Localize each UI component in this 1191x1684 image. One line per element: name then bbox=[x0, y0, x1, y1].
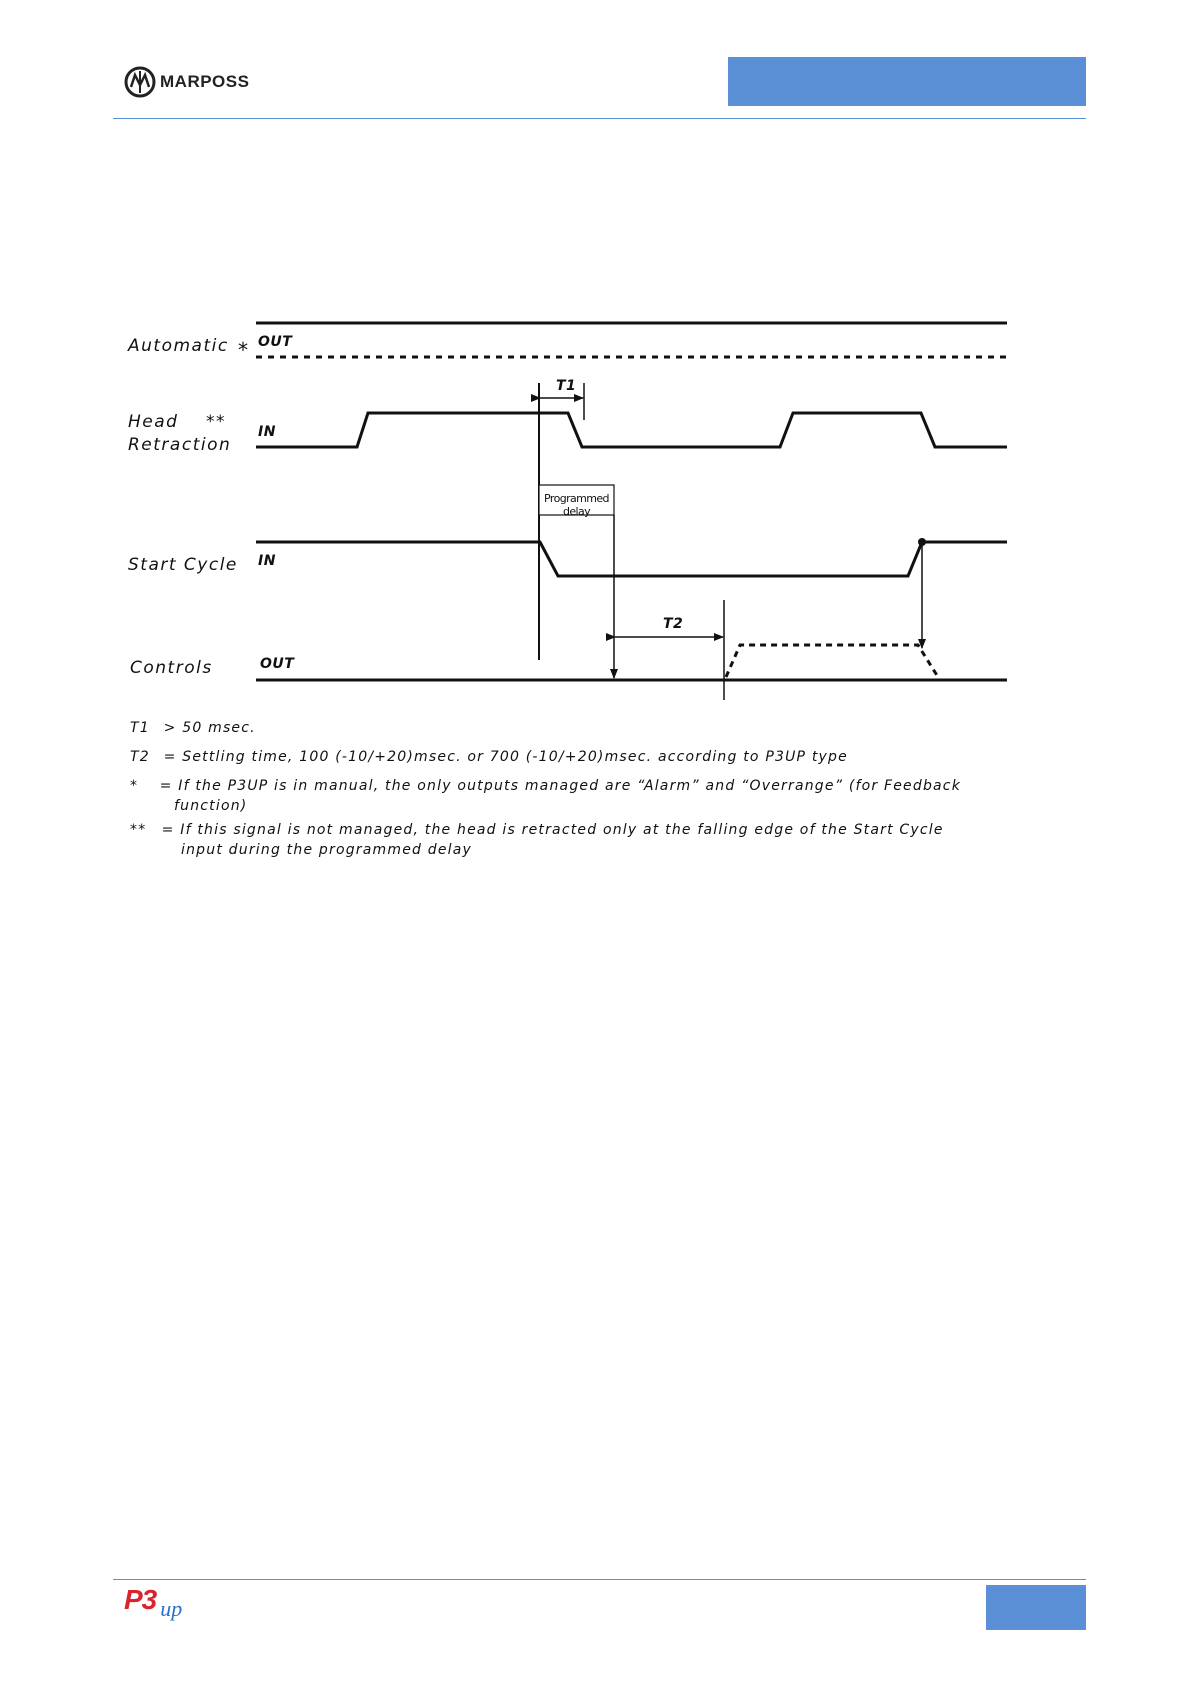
note-double-star-line2: input during the programmed delay bbox=[181, 842, 473, 858]
note-t2 bbox=[130, 747, 848, 767]
p3up-logo-sub: up bbox=[160, 1596, 183, 1621]
note-star-line1: = If the P3UP is in manual, the only outputs managed are “Alarm” and “Overrange” (for Feedback bbox=[159, 778, 962, 794]
note-double-star bbox=[130, 820, 1010, 840]
signal-label-controls: Controls bbox=[130, 658, 213, 678]
brand-name: MARPOSS bbox=[160, 72, 250, 91]
note-star bbox=[130, 776, 1010, 796]
t1-label: T1 bbox=[556, 378, 577, 394]
note-t1-symbol: T1 bbox=[130, 720, 150, 736]
signal-marker-automatic: * bbox=[238, 338, 250, 362]
direction-automatic: OUT bbox=[258, 334, 293, 350]
signal-marker-head: ** bbox=[206, 412, 226, 432]
footer-accent-box bbox=[986, 1585, 1086, 1630]
signal-label-head: Head bbox=[128, 412, 179, 432]
note-double-star-line1: = If this signal is not managed, the head is retracted only at the falling edge of the Start Cycle bbox=[161, 822, 944, 838]
note-double-star-symbol: ** bbox=[130, 822, 147, 838]
controls-dashed-pulse bbox=[726, 645, 938, 677]
timing-diagram bbox=[0, 0, 1191, 760]
t2-label: T2 bbox=[663, 616, 684, 632]
note-star-line2: function) bbox=[174, 798, 248, 814]
start-cycle-waveform bbox=[256, 542, 1007, 576]
note-t1 bbox=[130, 718, 256, 738]
note-t1-text: > 50 msec. bbox=[163, 720, 256, 736]
footer-divider bbox=[113, 1579, 1086, 1580]
note-star-symbol: * bbox=[130, 778, 139, 794]
direction-head-retraction: IN bbox=[258, 424, 276, 440]
programmed-delay-label: Programmed delay bbox=[544, 492, 609, 518]
note-t2-text: = Settling time, 100 (-10/+20)msec. or 700 (-10/+20)msec. according to P3UP type bbox=[163, 749, 848, 765]
head-retraction-waveform bbox=[256, 413, 1007, 447]
p3up-logo-main: P3 bbox=[124, 1584, 157, 1615]
signal-label-automatic: Automatic bbox=[128, 336, 229, 356]
signal-label-start-cycle: Start Cycle bbox=[128, 555, 238, 575]
signal-label-retraction: Retraction bbox=[128, 435, 232, 455]
p3up-logo bbox=[124, 1584, 183, 1621]
start-cycle-edge-dot bbox=[918, 538, 926, 546]
direction-controls: OUT bbox=[260, 656, 295, 672]
note-t2-symbol: T2 bbox=[130, 749, 150, 765]
direction-start-cycle: IN bbox=[258, 553, 276, 569]
